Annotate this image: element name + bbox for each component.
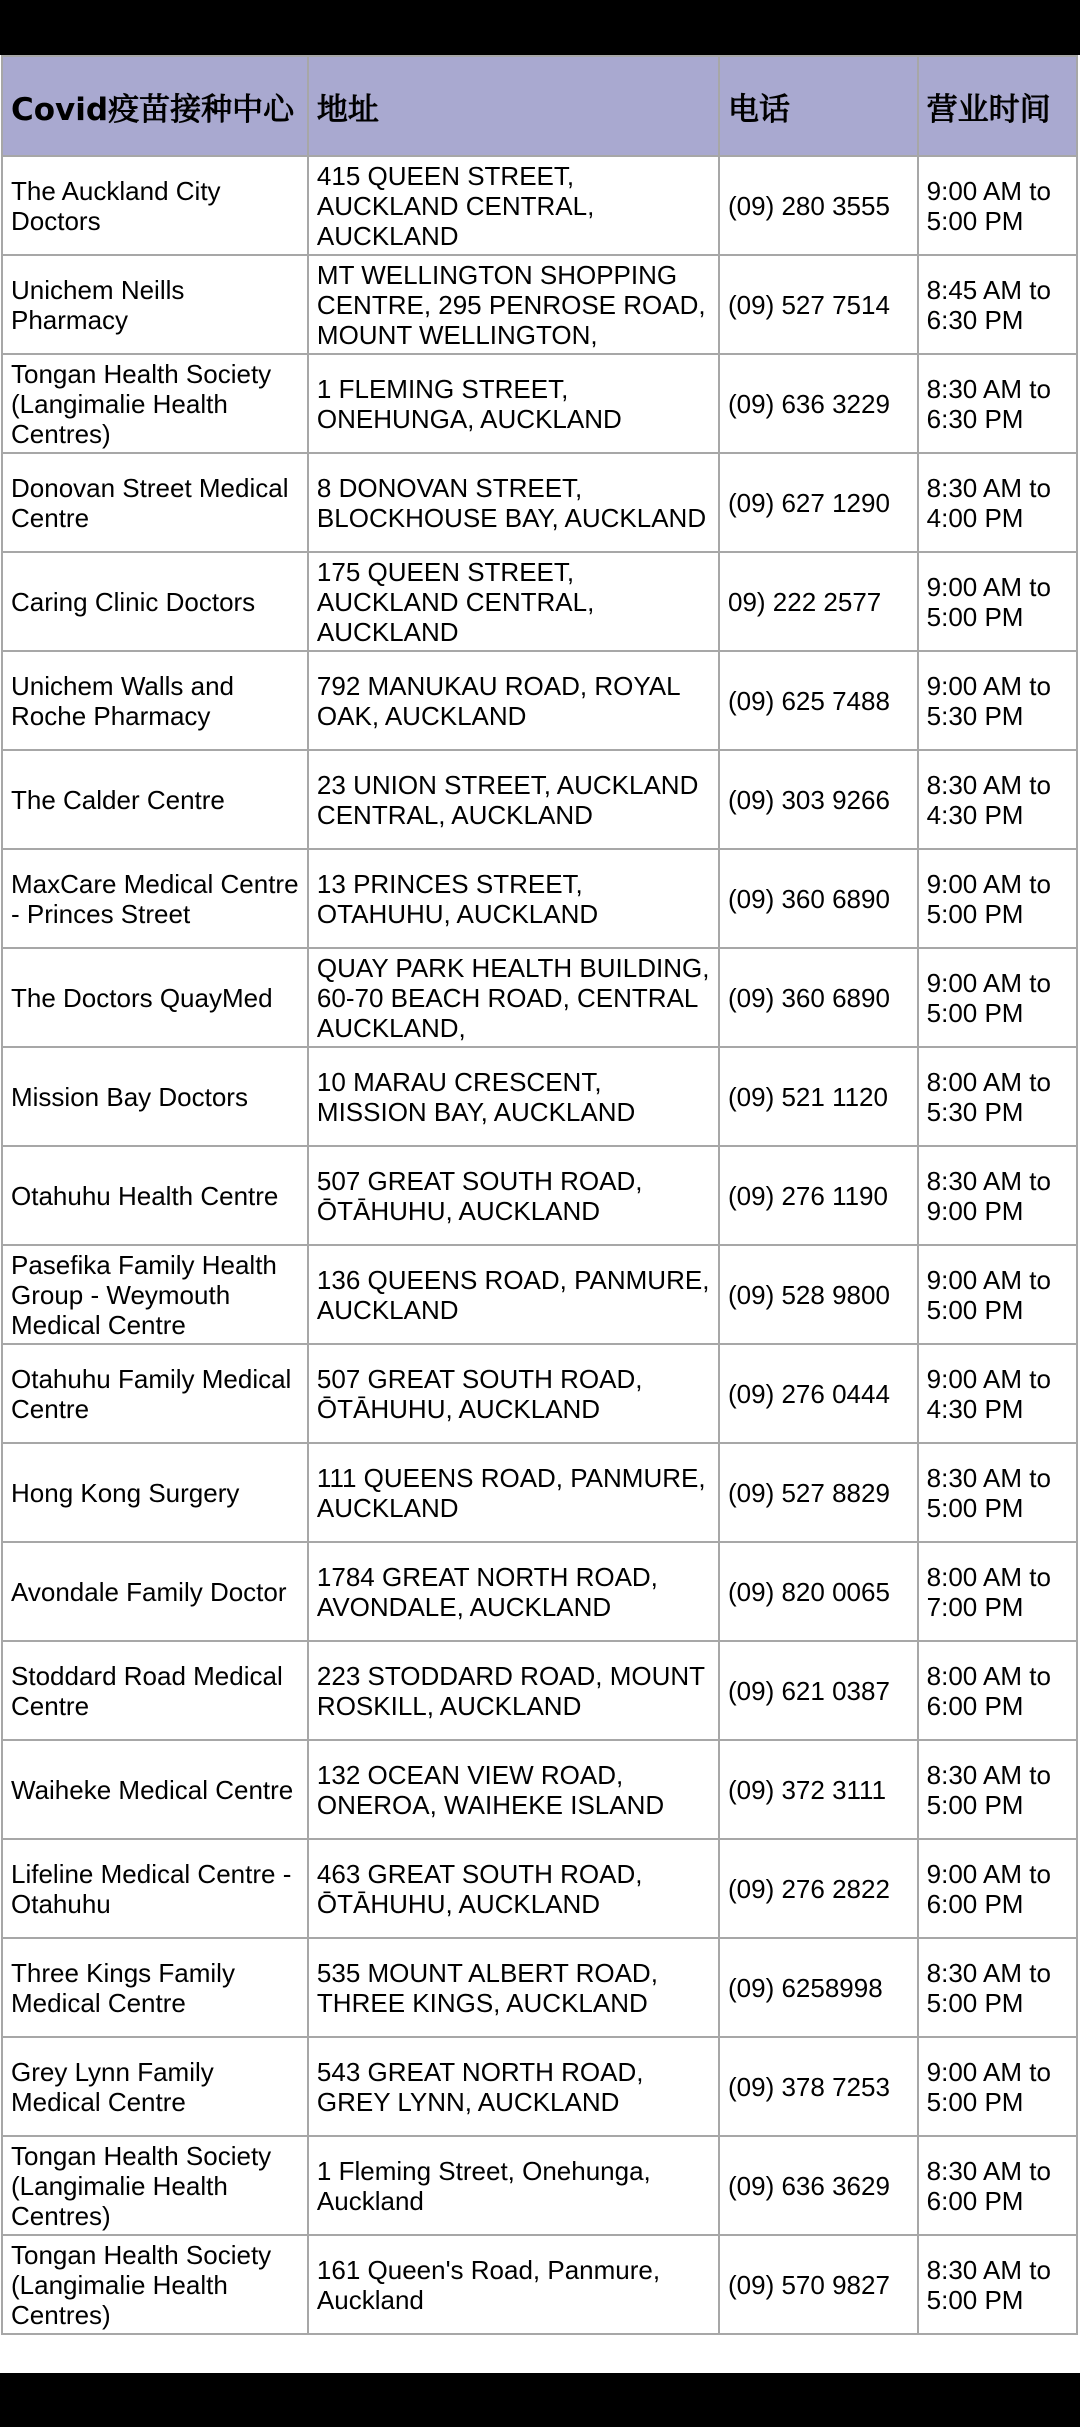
address-cell: 23 UNION STREET, AUCKLAND CENTRAL, AUCKLAND — [308, 750, 719, 849]
address-cell: 463 GREAT SOUTH ROAD, ŌTĀHUHU, AUCKLAND — [308, 1839, 719, 1938]
phone-cell: (09) 820 0065 — [719, 1542, 918, 1641]
address-cell: 111 QUEENS ROAD, PANMURE, AUCKLAND — [308, 1443, 719, 1542]
centre-name-cell: Caring Clinic Doctors — [2, 552, 308, 651]
centre-name-cell: Unichem Neills Pharmacy — [2, 255, 308, 354]
table-row — [2, 1740, 1077, 1839]
address-cell: MT WELLINGTON SHOPPING CENTRE, 295 PENROSE ROAD, MOUNT WELLINGTON, — [308, 255, 719, 354]
centre-name-cell: Waiheke Medical Centre — [2, 1740, 308, 1839]
address-cell: 792 MANUKAU ROAD, ROYAL OAK, AUCKLAND — [308, 651, 719, 750]
phone-cell: (09) 527 8829 — [719, 1443, 918, 1542]
address-cell: 223 STODDARD ROAD, MOUNT ROSKILL, AUCKLAND — [308, 1641, 719, 1740]
centre-name-cell: Lifeline Medical Centre - Otahuhu — [2, 1839, 308, 1938]
table-row — [2, 2037, 1077, 2136]
hours-cell: 9:00 AM to 5:00 PM — [918, 849, 1077, 948]
phone-cell: (09) 621 0387 — [719, 1641, 918, 1740]
phone-cell: (09) 360 6890 — [719, 948, 918, 1047]
table-row — [2, 1839, 1077, 1938]
address-cell: 415 QUEEN STREET, AUCKLAND CENTRAL, AUCKLAND — [308, 156, 719, 255]
address-cell: QUAY PARK HEALTH BUILDING, 60-70 BEACH ROAD, CENTRAL AUCKLAND, — [308, 948, 719, 1047]
address-cell: 136 QUEENS ROAD, PANMURE, AUCKLAND — [308, 1245, 719, 1344]
centre-name-cell: Hong Kong Surgery — [2, 1443, 308, 1542]
table-row — [2, 1344, 1077, 1443]
centre-name-cell: Grey Lynn Family Medical Centre — [2, 2037, 308, 2136]
vaccination-centres-sheet — [0, 55, 1080, 2373]
header-centre-name: Covid疫苗接种中心 — [2, 56, 308, 156]
hours-cell: 8:00 AM to 5:30 PM — [918, 1047, 1077, 1146]
hours-cell: 8:30 AM to 5:00 PM — [918, 1443, 1077, 1542]
hours-cell: 9:00 AM to 6:00 PM — [918, 1839, 1077, 1938]
phone-cell: (09) 627 1290 — [719, 453, 918, 552]
table-row — [2, 750, 1077, 849]
table-row — [2, 1047, 1077, 1146]
phone-cell: (09) 360 6890 — [719, 849, 918, 948]
phone-cell: (09) 280 3555 — [719, 156, 918, 255]
phone-cell: (09) 521 1120 — [719, 1047, 918, 1146]
header-address: 地址 — [308, 56, 719, 156]
hours-cell: 8:30 AM to 5:00 PM — [918, 1938, 1077, 2037]
table-row — [2, 255, 1077, 354]
table-row — [2, 1443, 1077, 1542]
address-cell: 13 PRINCES STREET, OTAHUHU, AUCKLAND — [308, 849, 719, 948]
header-row — [2, 56, 1077, 156]
table-row — [2, 453, 1077, 552]
centre-name-cell: Unichem Walls and Roche Pharmacy — [2, 651, 308, 750]
address-cell: 161 Queen's Road, Panmure, Auckland — [308, 2235, 719, 2334]
header-phone: 电话 — [719, 56, 918, 156]
hours-cell: 8:30 AM to 5:00 PM — [918, 2235, 1077, 2334]
hours-cell: 9:00 AM to 4:30 PM — [918, 1344, 1077, 1443]
table-row — [2, 1938, 1077, 2037]
hours-cell: 8:30 AM to 4:00 PM — [918, 453, 1077, 552]
centre-name-cell: MaxCare Medical Centre - Princes Street — [2, 849, 308, 948]
hours-cell: 9:00 AM to 5:00 PM — [918, 1245, 1077, 1344]
table-row — [2, 651, 1077, 750]
phone-cell: 09) 222 2577 — [719, 552, 918, 651]
table-row — [2, 849, 1077, 948]
phone-cell: (09) 636 3629 — [719, 2136, 918, 2235]
hours-cell: 8:30 AM to 9:00 PM — [918, 1146, 1077, 1245]
hours-cell: 9:00 AM to 5:00 PM — [918, 2037, 1077, 2136]
vaccination-centres-table — [1, 55, 1078, 2335]
address-cell: 1 Fleming Street, Onehunga, Auckland — [308, 2136, 719, 2235]
table-row — [2, 1146, 1077, 1245]
phone-cell: (09) 276 0444 — [719, 1344, 918, 1443]
centre-name-cell: Stoddard Road Medical Centre — [2, 1641, 308, 1740]
centre-name-cell: Otahuhu Health Centre — [2, 1146, 308, 1245]
centre-name-cell: The Calder Centre — [2, 750, 308, 849]
centre-name-cell: The Doctors QuayMed — [2, 948, 308, 1047]
centre-name-cell: Tongan Health Society (Langimalie Health Centres) — [2, 2235, 308, 2334]
address-cell: 10 MARAU CRESCENT, MISSION BAY, AUCKLAND — [308, 1047, 719, 1146]
hours-cell: 9:00 AM to 5:00 PM — [918, 948, 1077, 1047]
address-cell: 507 GREAT SOUTH ROAD, ŌTĀHUHU, AUCKLAND — [308, 1146, 719, 1245]
address-cell: 507 GREAT SOUTH ROAD, ŌTĀHUHU, AUCKLAND — [308, 1344, 719, 1443]
phone-cell: (09) 625 7488 — [719, 651, 918, 750]
hours-cell: 9:00 AM to 5:30 PM — [918, 651, 1077, 750]
table-body — [2, 156, 1077, 2334]
table-row — [2, 552, 1077, 651]
address-cell: 132 OCEAN VIEW ROAD, ONEROA, WAIHEKE ISLAND — [308, 1740, 719, 1839]
hours-cell: 8:00 AM to 7:00 PM — [918, 1542, 1077, 1641]
address-cell: 175 QUEEN STREET, AUCKLAND CENTRAL, AUCKLAND — [308, 552, 719, 651]
hours-cell: 8:30 AM to 6:00 PM — [918, 2136, 1077, 2235]
table-row — [2, 156, 1077, 255]
address-cell: 543 GREAT NORTH ROAD, GREY LYNN, AUCKLAND — [308, 2037, 719, 2136]
address-cell: 1 FLEMING STREET, ONEHUNGA, AUCKLAND — [308, 354, 719, 453]
centre-name-cell: Three Kings Family Medical Centre — [2, 1938, 308, 2037]
table-row — [2, 1542, 1077, 1641]
hours-cell: 8:30 AM to 6:30 PM — [918, 354, 1077, 453]
phone-cell: (09) 372 3111 — [719, 1740, 918, 1839]
phone-cell: (09) 378 7253 — [719, 2037, 918, 2136]
header-hours: 营业时间 — [918, 56, 1077, 156]
centre-name-cell: Tongan Health Society (Langimalie Health Centres) — [2, 354, 308, 453]
phone-cell: (09) 6258998 — [719, 1938, 918, 2037]
phone-cell: (09) 528 9800 — [719, 1245, 918, 1344]
phone-cell: (09) 636 3229 — [719, 354, 918, 453]
address-cell: 1784 GREAT NORTH ROAD, AVONDALE, AUCKLAND — [308, 1542, 719, 1641]
hours-cell: 9:00 AM to 5:00 PM — [918, 156, 1077, 255]
phone-cell: (09) 276 1190 — [719, 1146, 918, 1245]
address-cell: 535 MOUNT ALBERT ROAD, THREE KINGS, AUCKLAND — [308, 1938, 719, 2037]
table-row — [2, 2235, 1077, 2334]
hours-cell: 8:30 AM to 4:30 PM — [918, 750, 1077, 849]
table-row — [2, 2136, 1077, 2235]
centre-name-cell: Tongan Health Society (Langimalie Health Centres) — [2, 2136, 308, 2235]
centre-name-cell: Otahuhu Family Medical Centre — [2, 1344, 308, 1443]
hours-cell: 9:00 AM to 5:00 PM — [918, 552, 1077, 651]
table-row — [2, 1245, 1077, 1344]
centre-name-cell: Donovan Street Medical Centre — [2, 453, 308, 552]
address-cell: 8 DONOVAN STREET, BLOCKHOUSE BAY, AUCKLAND — [308, 453, 719, 552]
phone-cell: (09) 570 9827 — [719, 2235, 918, 2334]
hours-cell: 8:00 AM to 6:00 PM — [918, 1641, 1077, 1740]
hours-cell: 8:30 AM to 5:00 PM — [918, 1740, 1077, 1839]
hours-cell: 8:45 AM to 6:30 PM — [918, 255, 1077, 354]
phone-cell: (09) 527 7514 — [719, 255, 918, 354]
phone-cell: (09) 303 9266 — [719, 750, 918, 849]
table-row — [2, 948, 1077, 1047]
table-row — [2, 354, 1077, 453]
table-row — [2, 1641, 1077, 1740]
phone-cell: (09) 276 2822 — [719, 1839, 918, 1938]
table-header — [2, 56, 1077, 156]
centre-name-cell: The Auckland City Doctors — [2, 156, 308, 255]
centre-name-cell: Avondale Family Doctor — [2, 1542, 308, 1641]
centre-name-cell: Pasefika Family Health Group - Weymouth Medical Centre — [2, 1245, 308, 1344]
centre-name-cell: Mission Bay Doctors — [2, 1047, 308, 1146]
